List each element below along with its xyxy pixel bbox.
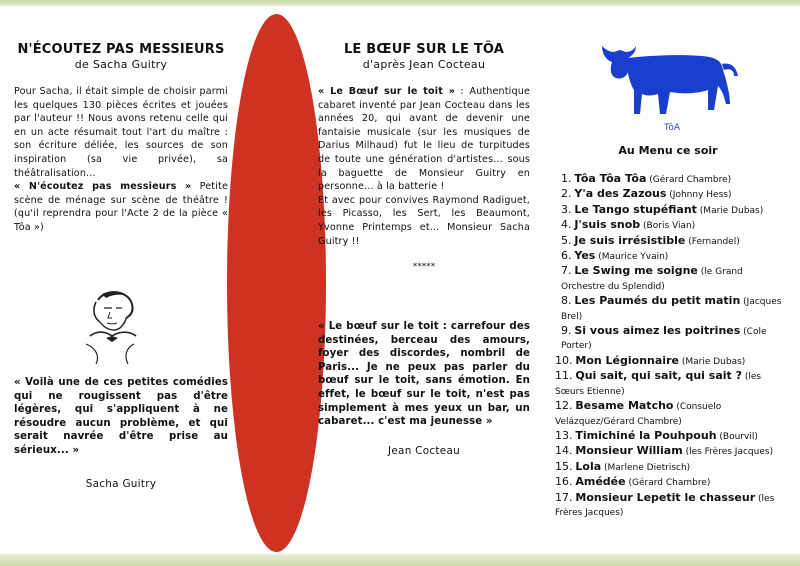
menu-item: 3. Le Tango stupéfiant (Marie Dubas) bbox=[561, 202, 764, 216]
guitry-portrait-sketch-icon bbox=[76, 286, 142, 364]
middle-quote: « Le bœuf sur le toit : carrefour des destinées, berceau des amours, foyer des discordes, nombril de Paris... Je ne peux pas parler du bœuf sur le toit, sans émotion. En effet, le bœuf sur le toit, n'est pas simplement à mes yeux un bar, un cabaret... c'est ma jeunesse » bbox=[318, 321, 530, 428]
middle-paragraph-1 bbox=[318, 85, 530, 194]
separator-stars: ***** bbox=[412, 262, 436, 273]
left-title: N'ÉCOUTEZ PAS MESSIEURS bbox=[17, 42, 225, 57]
left-paragraph-2-text: Petite scène de ménage sur scène de théâtre ! (qu'il reprendra pour l'Acte 2 de la pièce « Tôa ») bbox=[14, 181, 228, 233]
middle-paragraph-1-title: « Le Bœuf sur le toit » bbox=[318, 86, 456, 97]
left-column bbox=[14, 42, 228, 235]
menu-item: 11. Qui sait, qui sait, qui sait ? (les Sœurs Etienne) bbox=[555, 369, 762, 397]
left-paragraph-1: Pour Sacha, il était simple de choisir parmi les quelques 130 pièces écrites et jouées par l'auteur !! Nous avons retenu celle qui en un acte résumait tout l'art du maître : son écriture déliée, les sources de son inspiration (sa vie privée), sa théâtralisation... bbox=[14, 86, 228, 179]
menu-item: 14. Monsieur William (les Frères Jacques) bbox=[555, 444, 774, 458]
middle-signature: Jean Cocteau bbox=[387, 444, 461, 457]
menu-item: 15. Lola (Marlene Dietrisch) bbox=[555, 459, 691, 473]
menu-item: 5. Je suis irrésistible (Fernandel) bbox=[561, 233, 740, 247]
menu-item: 4. J'suis snob (Boris Vian) bbox=[561, 218, 696, 232]
cow-label: TôA bbox=[664, 123, 680, 132]
left-quote: « Voilà une de ces petites comédies qui ne rougissent pas d'être légères, qui s'appliquent à ne résoudre aucun problème, et qui serait navrée d'être prise au sérieux... » bbox=[14, 377, 228, 456]
left-signature: Sacha Guitry bbox=[85, 477, 157, 490]
middle-quote-block bbox=[318, 320, 530, 457]
middle-column bbox=[318, 42, 530, 272]
middle-subtitle: d'après Jean Cocteau bbox=[362, 58, 486, 71]
red-oval-divider bbox=[227, 14, 326, 552]
menu-item: 12. Besame Matcho (Consuelo Velázquez/Gérard Chambre) bbox=[555, 399, 722, 427]
menu-item: 10. Mon Légionnaire (Marie Dubas) bbox=[555, 353, 746, 367]
menu-list bbox=[553, 172, 785, 520]
left-paragraph-2-title: « N'écoutez pas messieurs » bbox=[14, 181, 192, 193]
blue-cow-icon bbox=[596, 40, 742, 132]
menu-item: 6. Yes (Maurice Yvain) bbox=[561, 249, 669, 263]
menu-item: 1. Tôa Tôa Tôa (Gérard Chambre) bbox=[561, 172, 732, 185]
middle-body bbox=[318, 85, 530, 248]
left-subtitle: de Sacha Guitry bbox=[74, 58, 168, 71]
menu-item: 8. Les Paumés du petit matin (Jacques Brel) bbox=[561, 294, 782, 322]
left-body bbox=[14, 85, 228, 235]
middle-paragraph-2: Et avec pour convives Raymond Radiguet, les Picasso, les Sert, les Beaumont, Yvonne Printemps et... Monsieur Sacha Guitry !! bbox=[318, 194, 530, 247]
menu-item: 2. Y'a des Zazous (Johnny Hess) bbox=[561, 187, 732, 201]
bottom-border-stripe bbox=[0, 554, 800, 566]
middle-title: LE BŒUF SUR LE TÔA bbox=[343, 42, 505, 57]
top-border-stripe bbox=[0, 0, 800, 6]
menu-item: 17. Monsieur Lepetit le chasseur (les Frères Jacques) bbox=[555, 490, 775, 518]
menu-item: 16. Amédée (Gérard Chambre) bbox=[555, 475, 711, 489]
menu-item: 13. Timichiné la Pouhpouh (Bourvil) bbox=[555, 428, 758, 442]
menu-item: 9. Si vous aimez les poitrines (Cole Porter) bbox=[561, 324, 767, 352]
left-paragraph-2 bbox=[14, 180, 228, 234]
middle-paragraph-1-text: : Authentique cabaret inventé par Jean Cocteau dans les années 20, qui avant de devenir une fantaisie musicale (sur les musiques de Darius Milhaud) fut le lieu de turpitudes de toute une génération d'artistes... sous la baguette de Monsieur Guitry en personne... à la batterie ! bbox=[318, 86, 531, 193]
menu-title: Au Menu ce soir bbox=[618, 144, 718, 157]
menu-item: 7. Le Swing me soigne (le Grand Orchestre du Splendid) bbox=[561, 264, 743, 292]
left-quote-block bbox=[14, 376, 228, 490]
